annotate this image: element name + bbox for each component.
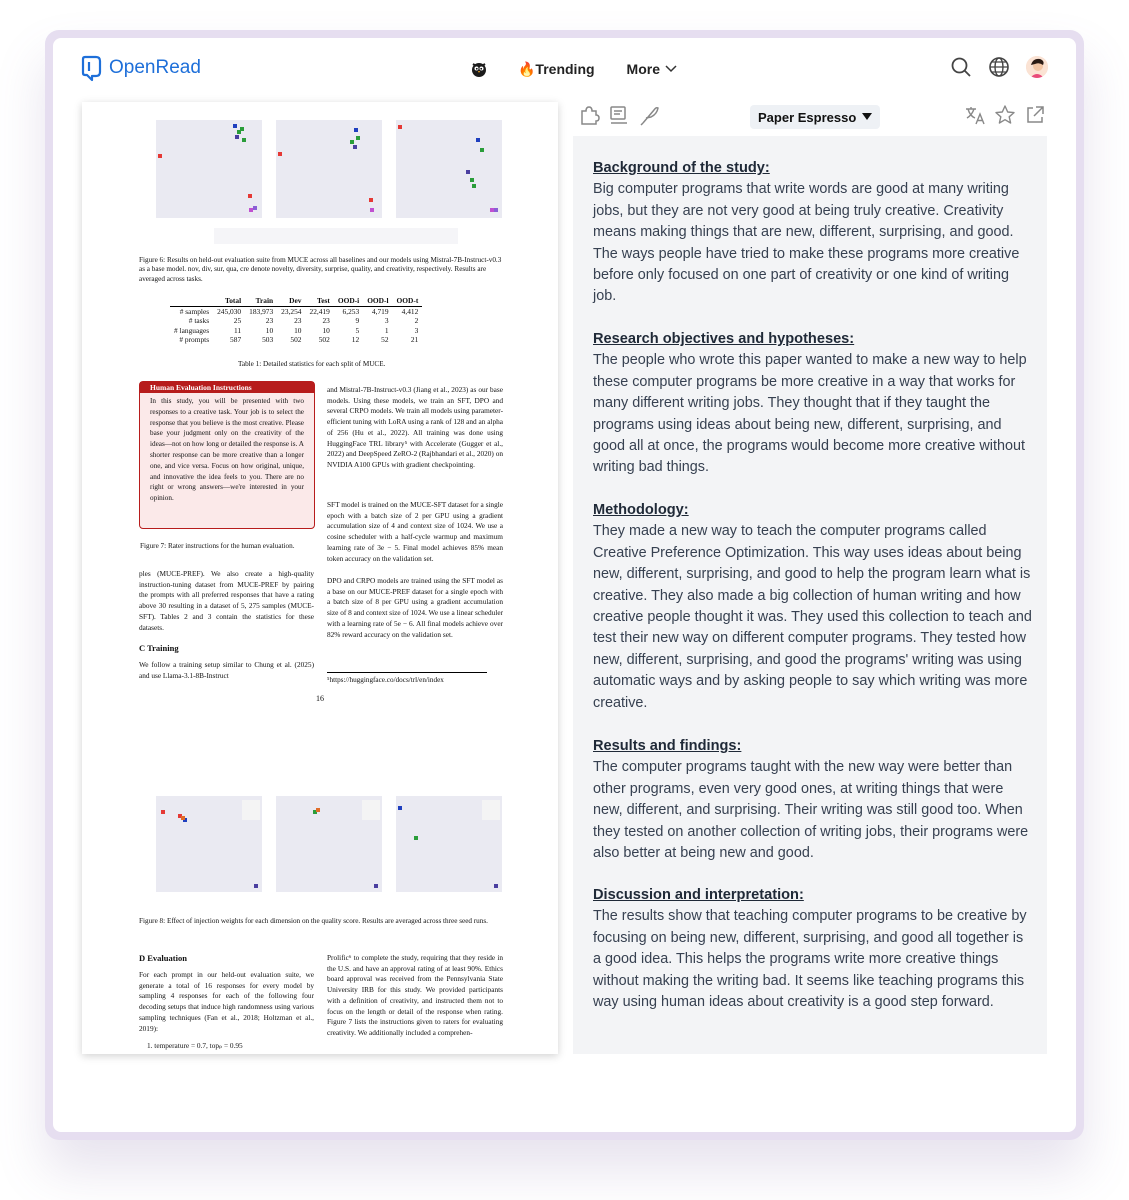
- table-header: OOD-t: [393, 296, 423, 306]
- table-cell: 23: [265, 316, 274, 325]
- plot-point: [240, 127, 244, 131]
- plot-point: [414, 836, 418, 840]
- table-cell: # tasks: [188, 316, 210, 325]
- footnote: ⁵https://huggingface.co/docs/trl/en/index: [327, 672, 487, 685]
- external-link-icon[interactable]: [1024, 104, 1046, 126]
- table-cell: 10: [322, 325, 330, 335]
- table-cell: 502: [290, 335, 302, 344]
- table-cell: 183,973: [249, 306, 274, 316]
- summary-section-background: [593, 158, 1033, 308]
- section-body: Big computer programs that write words are good at many writing jobs, but they are not very good at being truly creative. Creativity means making things that are new, different, surprising, and good. The ways people have tried to make these programs more creative before only focused on one part of creativity or one kind of writing job.: [593, 181, 1020, 305]
- plot-legend: [242, 800, 260, 820]
- section-title: Discussion and interpretation:: [593, 887, 804, 903]
- plot-point: [398, 125, 402, 129]
- plot-point: [472, 184, 476, 188]
- plot-point: [398, 806, 402, 810]
- plot-point: [470, 178, 474, 182]
- instructions-title: Human Evaluation Instructions: [140, 382, 314, 393]
- table-cell: 23,254: [281, 306, 302, 316]
- plot-point: [161, 810, 165, 814]
- toolbar-left: [578, 104, 660, 126]
- plot-point: [242, 138, 246, 142]
- section-title: Methodology:: [593, 502, 689, 518]
- table-row: [170, 335, 422, 345]
- plot-point: [480, 148, 484, 152]
- plot-point: [233, 124, 237, 128]
- right-column-paragraph-3: DPO and CRPO models are trained using the SFT model as a base on our MUCE-PREF dataset for a single epoch with a batch size of 8 per GPU using a gradient accumulation size of 8 and context size of 1024. We use a linear scheduler with a learning rate of 5e − 6. All final models achieve over 82% reward accuracy on the validation set.: [327, 576, 503, 639]
- summary-section-discussion: [593, 885, 1033, 1013]
- table-cell: 3: [384, 316, 389, 325]
- right-column-paragraph-1: and Mistral-7B-Instruct-v0.3 (Jiang et al., 2023) as our base models. Using these models, we train an SFT, DPO and several CRPO models. We train all models using parameter-efficient tuning with LoRA using a rank of 128 and an alpha of 256 (Hu et al., 2022). All training was done using HuggingFace TRL library⁵ with Accelerate (Gugger et al., 2022) and DeepSpeed ZeRO-2 (Rajbhandari et al., 2020) on NVIDIA A100 GPUs with gradient checkpointing.: [327, 385, 503, 469]
- summary-mode-label: Paper Espresso: [758, 109, 857, 125]
- top-nav: [53, 38, 1076, 100]
- section-c-paragraph: We follow a training setup similar to Chung et al. (2025) and use Llama-3.1-8B-Instruct: [139, 660, 314, 680]
- toolbar-right: [964, 104, 1046, 126]
- table-row: [170, 326, 422, 336]
- user-avatar[interactable]: [1026, 56, 1048, 78]
- table-cell: 23: [294, 316, 302, 325]
- table-header: OOD-l: [363, 296, 392, 306]
- table-cell: 502: [318, 335, 330, 344]
- plot-legend: [482, 800, 500, 820]
- instructions-body: In this study, you will be presented with two responses to a creative task. Your job is to select the response that you believe is the most creative. Please base your judgment only on the creativity of the ideas—not on how long or detailed the response is. A shorter response can be more creative than a longer one, and vice versa. Focus on how original, unique, and innovative the idea feels to you. There are no right or wrong answers—we're interested in your opinion.: [150, 397, 304, 503]
- plot-point: [494, 208, 498, 212]
- decoding-list-item: 1. temperature = 0.7, topₚ = 0.95: [147, 1041, 243, 1050]
- plot-point: [253, 206, 257, 210]
- section-title: Background of the study:: [593, 160, 770, 176]
- table-header: Test: [306, 296, 334, 306]
- more-menu[interactable]: [627, 61, 677, 77]
- page-number: 16: [316, 694, 324, 703]
- section-body: They made a new way to teach the computer programs called Creative Preference Optimization. This way uses ideas about being new, different, surprising, and good to help the program learn what is creative. They also made a big collection of human writing and how creative people thought it was. They used this collection to teach and test their new way on different computer programs. They tested how new, different, surprising, and good the programs' writing was using automatic ways and by asking people to say which writing was more creative.: [593, 523, 1032, 711]
- table-cell: 21: [410, 335, 419, 344]
- openread-logo-icon: [81, 54, 103, 82]
- plot-point: [158, 154, 162, 158]
- caret-down-icon: [862, 113, 872, 121]
- table-cell: 52: [381, 335, 389, 344]
- right-column-paragraph-2: SFT model is trained on the MUCE-SFT dataset for a single epoch with a batch size of 2 per GPU using a gradient accumulation size of 4 and context size of 1024. We use a cosine scheduler with a half-cycle warmup and maximum learning rate of 3e − 5. Final model achieves 85% mean token accuracy on the validation set.: [327, 500, 503, 563]
- table-header: [170, 296, 213, 306]
- section-d-heading: D Evaluation: [139, 953, 187, 963]
- table-header: Dev: [277, 296, 305, 306]
- table-cell: 23: [322, 316, 330, 325]
- summary-section-results: [593, 736, 1033, 864]
- plot-point: [235, 135, 239, 139]
- plot-point: [354, 128, 358, 132]
- pdf-viewer[interactable]: [82, 102, 558, 1054]
- avatar-icon: [1026, 56, 1048, 78]
- fig7-caption: Figure 7: Rater instructions for the human evaluation.: [140, 542, 295, 550]
- fig6-plot-diversity: [276, 120, 382, 218]
- mascot-icon[interactable]: [468, 58, 490, 80]
- nav-center: [468, 58, 677, 80]
- table-cell: 5: [355, 325, 360, 335]
- nav-right: [950, 56, 1048, 78]
- table-row: [170, 316, 422, 326]
- table-header: Train: [245, 296, 277, 306]
- section-d-right-paragraph: Prolific⁶ to complete the study, requiring that they reside in the U.S. and have an approval rating of at least 90%. Ethics board approval was received from the Pennsylvania State University IRB for this study. We provided participants with a definition of creativity, and instructed them not to focus on the length or detail of the response when rating. Figure 7 lists the instructions given to raters for evaluating creativity. We additionally included a comprehen-: [327, 953, 503, 1037]
- table-cell: 10: [294, 325, 302, 335]
- table-cell: 4,719: [371, 306, 389, 316]
- table-cell: # prompts: [179, 335, 210, 344]
- table-header: OOD-i: [334, 296, 363, 306]
- section-d-paragraph: For each prompt in our held-out evaluation suite, we generate a total of 16 responses for every model by sampling 4 responses for each of the following four decoding setups that induce high randomness using various sampling techniques (Fan et al., 2018; Holtzman et al., 2019):: [139, 970, 314, 1033]
- table-cell: 3: [414, 325, 419, 335]
- search-icon[interactable]: [950, 56, 972, 78]
- table-cell: 22,419: [309, 306, 330, 316]
- plot-point: [476, 138, 480, 142]
- table-cell: 11: [234, 325, 242, 335]
- section-body: The results show that teaching computer programs to be creative by focusing on being new, different, surprising, and good all together is a good idea. This helps the programs write more creative things without making the writing bad. It seems like teaching programs this way using human ideas about creativity is a good step forward.: [593, 908, 1027, 1011]
- plot-point: [350, 140, 354, 144]
- app-window: [53, 38, 1076, 1132]
- table-cell: 10: [265, 325, 274, 335]
- fig8-plot-surprise: [396, 796, 502, 892]
- stats-table: [170, 296, 422, 345]
- summary-panel[interactable]: [573, 136, 1047, 1054]
- table-header-row: [170, 296, 422, 306]
- plot-point: [466, 170, 470, 174]
- plot-legend: [362, 800, 380, 820]
- plot-point: [181, 816, 185, 820]
- plot-point: [254, 884, 258, 888]
- plot-point: [353, 145, 357, 149]
- summary-section-methodology: [593, 500, 1033, 714]
- table-cell: 245,030: [217, 306, 242, 316]
- table-header: Total: [213, 296, 245, 306]
- summary-toolbar: [578, 102, 1050, 132]
- fig6-plot-novelty: [156, 120, 262, 218]
- table-cell: 25: [233, 316, 242, 325]
- notes-icon[interactable]: [608, 104, 630, 126]
- fig6-plot-surprise: [396, 120, 502, 218]
- table-cell: 2: [414, 316, 419, 325]
- star-icon[interactable]: [994, 104, 1016, 126]
- table-row: [170, 306, 422, 316]
- plot-point: [369, 198, 373, 202]
- table-cell: # samples: [179, 306, 210, 316]
- table-cell: 4,412: [401, 306, 419, 316]
- globe-icon[interactable]: [988, 56, 1010, 78]
- section-c-heading: C Training: [139, 643, 179, 653]
- plot-point: [316, 808, 320, 812]
- summary-section-objectives: [593, 329, 1033, 479]
- section-body: The computer programs taught with the new way were better than other programs, even very good ones, at writing things that were new, different, and surprising. Their writing was still good too. When they tested on another collection of writing jobs, their programs were also better at being new and good.: [593, 759, 1029, 862]
- fig6-caption: Figure 6: Results on held-out evaluation suite from MUCE across all baselines and our models using Mistral-7B-Instruct-v0.3 as a base model. nov, div, sur, qua, cre denote novelty, diversity, surprise, quality, and creativity, respectively. Results are averaged across tasks.: [139, 256, 502, 283]
- plot-point: [374, 884, 378, 888]
- plot-point: [356, 136, 360, 140]
- openread-logo[interactable]: [81, 54, 201, 82]
- table-cell: 1: [384, 325, 389, 335]
- section-body: The people who wrote this paper wanted to make a new way to help these computer programs be more creative in a way that works for many different writing jobs. They thought that if they taught the programs using ideas about being new, different, surprising, and good all at once, the programs would become more creative without writing bad things.: [593, 352, 1027, 476]
- table-cell: # languages: [174, 325, 210, 335]
- table-cell: 6,253: [342, 306, 360, 316]
- fig8-caption: Figure 8: Effect of injection weights for each dimension on the quality score. Results are averaged across three seed runs.: [139, 917, 488, 925]
- app-name: OpenRead: [109, 57, 201, 78]
- fig8-plot-diversity: [276, 796, 382, 892]
- human-eval-instructions-box: [139, 381, 315, 529]
- fig6-legend: [214, 228, 458, 244]
- summary-mode-dropdown[interactable]: [750, 105, 880, 129]
- plot-point: [370, 208, 374, 212]
- more-label: More: [626, 61, 660, 77]
- plot-point: [494, 884, 498, 888]
- table-cell: 12: [351, 335, 360, 344]
- table-cell: 503: [262, 335, 274, 344]
- trending-link[interactable]: 🔥Trending: [518, 60, 595, 77]
- section-title: Results and findings:: [593, 738, 742, 754]
- translate-icon[interactable]: [964, 104, 986, 126]
- plot-point: [278, 152, 282, 156]
- table-cell: 9: [355, 316, 360, 325]
- table-caption: Table 1: Detailed statistics for each split of MUCE.: [238, 360, 386, 368]
- chevron-down-icon: [665, 65, 677, 73]
- table-cell: 587: [230, 335, 242, 344]
- left-column-paragraph: ples (MUCE-PREF). We also create a high-quality instruction-tuning dataset from MUCE-PREF by pairing the prompts with all preferred responses that have a rating above 30 resulting in a dataset of 5, 275 samples (MUCE-SFT). Tables 2 and 3 contain the statistics for these datasets.: [139, 569, 314, 632]
- puzzle-icon[interactable]: [578, 104, 600, 126]
- feather-icon[interactable]: [638, 104, 660, 126]
- fig8-plot-novelty: [156, 796, 262, 892]
- plot-point: [248, 194, 252, 198]
- section-title: Research objectives and hypotheses:: [593, 331, 855, 347]
